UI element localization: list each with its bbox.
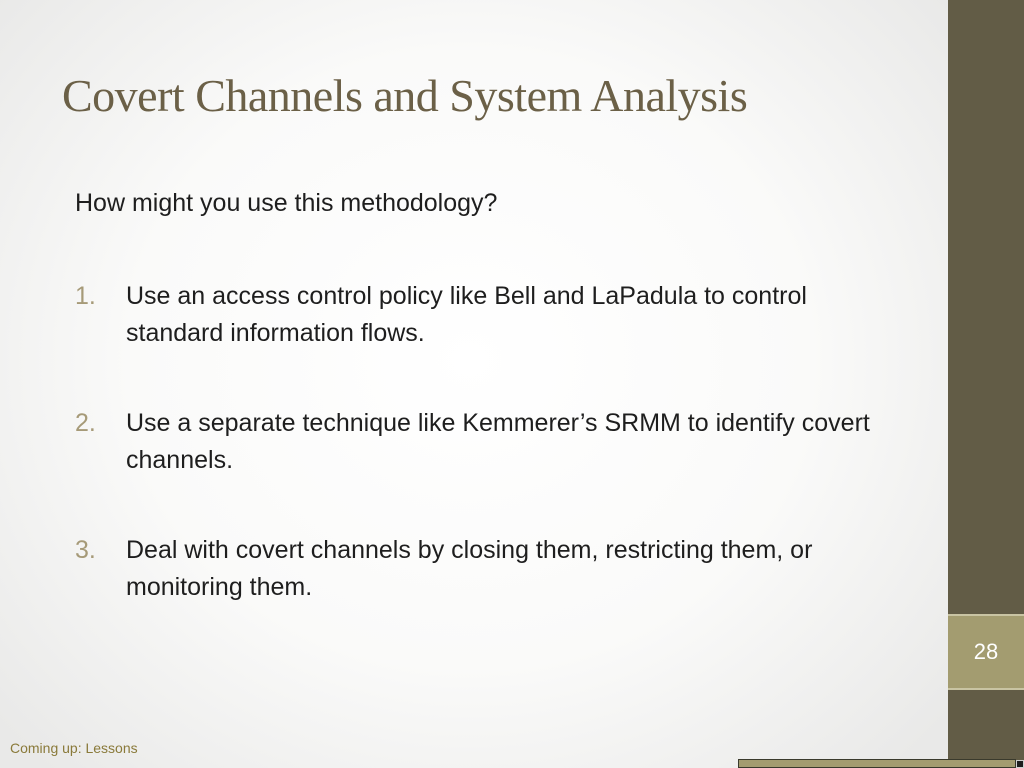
list-item-number: 1. (75, 282, 96, 310)
intro-question: How might you use this methodology? (75, 189, 498, 217)
numbered-list (75, 278, 905, 659)
list-item (75, 405, 905, 479)
list-item-text: Use a separate technique like Kemmerer’s SRMM to identify covert channels. (126, 409, 870, 474)
list-item (75, 278, 905, 352)
nav-handle-icon[interactable] (1016, 760, 1024, 768)
list-item-number: 2. (75, 409, 96, 437)
slide-number: 28 (973, 639, 999, 664)
list-item (75, 532, 905, 606)
list-item-number: 3. (75, 536, 96, 564)
list-item-text: Use an access control policy like Bell and LaPadula to control standard information flows. (126, 282, 807, 347)
slide-number-badge (948, 614, 1024, 690)
presentation-nav-bar[interactable] (738, 759, 1016, 768)
footer-note: Coming up: Lessons (10, 740, 138, 756)
slide-title: Covert Channels and System Analysis (62, 70, 748, 121)
list-item-text: Deal with covert channels by closing them, restricting them, or monitoring them. (126, 536, 813, 601)
